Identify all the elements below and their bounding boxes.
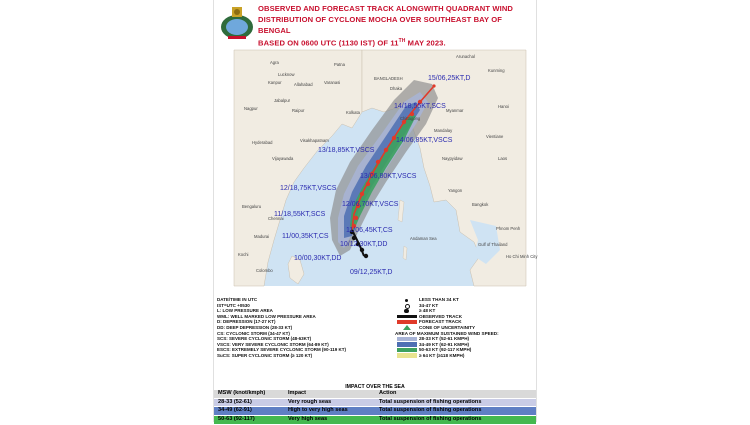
place-label: Hyderabad	[252, 140, 273, 145]
place-label: Raipur	[292, 108, 305, 113]
track-point	[384, 148, 388, 152]
place-label: Allahabad	[294, 82, 313, 87]
legend-abbreviation: L: LOW PRESSURE AREA	[217, 308, 273, 314]
legend-entry-label: FORECAST TRACK	[419, 319, 462, 325]
impact-cell: Total suspension of fishing operations	[379, 398, 482, 405]
track-point	[364, 254, 368, 258]
legend-abbreviation: SuCS: SUPER CYCLONIC STORM (≥ 120 KT)	[217, 352, 313, 358]
place-label: Agra	[270, 60, 279, 65]
forecast-bulletin	[213, 0, 537, 422]
impact-table-title: IMPACT OVER THE SEA	[345, 384, 405, 390]
place-label: Nagpur	[244, 106, 258, 111]
place-label: Bangkok	[472, 202, 489, 207]
impact-row	[214, 407, 536, 416]
place-label: Kochi	[238, 252, 249, 257]
legend-entry-label: AREA OF MAXIMUM SUSTAINED WIND SPEED:	[395, 330, 499, 336]
place-label: Yangon	[448, 188, 463, 193]
place-label: Madurai	[254, 234, 270, 239]
impact-table	[214, 384, 536, 422]
map-legend	[214, 297, 536, 383]
legend-abbreviation: DATE/TIME IN UTC	[217, 297, 258, 302]
place-label: Laos	[498, 156, 508, 161]
place-label: Vijayawada	[272, 156, 294, 161]
impact-header-msw: MSW (knot/kmph)	[218, 390, 266, 396]
track-label: 09/12,25KT,D	[350, 269, 393, 276]
track-label: 13/18,85KT,VSCS	[318, 147, 375, 154]
legend-abbreviations	[217, 297, 395, 359]
place-label: Jabalpur	[274, 98, 291, 103]
track-label: 14/06,85KT,VSCS	[396, 137, 453, 144]
place-label: Bengaluru	[242, 204, 262, 209]
place-label: Kanpur	[268, 80, 282, 85]
place-label: BANGLADESH	[374, 76, 403, 81]
place-label: Hanoi	[498, 104, 509, 109]
place-label: Colombo	[256, 268, 273, 273]
legend-entry-label: OBSERVED TRACK	[419, 313, 463, 319]
impact-cell: 50-63 (92-117)	[218, 416, 255, 423]
imd-emblem-icon	[218, 3, 256, 41]
track-label: 10/12,30KT,DD	[340, 241, 388, 248]
legend-entry-label: 28-33 KT (52-61 KMPH)	[419, 336, 470, 342]
legend-abbreviation: SCS: SEVERE CYCLONIC STORM (48-63KT)	[217, 336, 312, 342]
legend-abbreviation: VSCS: VERY SEVERE CYCLONIC STORM (64-89 KT)	[217, 341, 329, 347]
legend-entry	[395, 353, 535, 359]
legend-abbreviation: CS: CYCLONIC STORM (34-47 KT)	[217, 330, 290, 336]
track-label: 11/18,55KT,SCS	[274, 211, 326, 218]
impact-row	[214, 399, 536, 408]
title-line-2: DISTRIBUTION OF CYCLONE MOCHA OVER SOUTHEAST BAY OF BENGAL	[258, 15, 503, 35]
track-label: 13/06,80KT,VSCS	[360, 173, 417, 180]
impact-rows	[214, 399, 536, 425]
legend-entry-label: CONE OF UNCERTAINITY	[419, 324, 476, 330]
impact-cell: Very high seas	[288, 416, 328, 423]
legend-symbols	[395, 297, 535, 359]
track-point	[354, 216, 358, 220]
place-label: Mandalay	[434, 128, 453, 133]
impact-header-row	[214, 390, 536, 399]
legend-abbreviation: WML: WELL MARKED LOW PRESSURE AREA	[217, 313, 316, 319]
place-label: Kunming	[488, 68, 505, 73]
place-label: Patna	[334, 62, 345, 67]
place-label: Kolkata	[346, 110, 360, 115]
track-point	[360, 248, 364, 252]
place-label: Chennai	[268, 216, 284, 221]
legend-abbreviation: IST=UTC +0530	[217, 302, 250, 308]
track-label: 11/06,45KT,CS	[346, 227, 393, 234]
legend-abbreviation: D: DEPRESSION (17-27 KT)	[217, 319, 276, 325]
sw-64-symbol-icon	[397, 353, 409, 359]
track-label: 14/18,55KT,SCS	[394, 103, 446, 110]
track-point	[360, 192, 364, 196]
impact-cell: 34-49 (62-91)	[218, 407, 252, 414]
impact-cell: Very rough seas	[288, 398, 332, 405]
track-label: 11/00,35KT,CS	[282, 233, 329, 240]
place-label: Gulf of Thailand	[478, 242, 508, 247]
impact-header-action: Action	[379, 390, 397, 396]
legend-entry-label: LESS THAN 34 KT	[419, 297, 459, 302]
title-line-3: BASED ON 0600 UTC (1130 IST) OF 11TH MAY 2023.	[258, 38, 446, 48]
place-label: Varanasi	[324, 80, 341, 85]
place-label: Ho Chi Minh City	[506, 254, 538, 259]
impact-cell: Total suspension of fishing operations	[379, 416, 482, 423]
bulletin-header	[214, 0, 536, 48]
track-label: 12/06,70KT,VSCS	[342, 201, 399, 208]
track-point	[376, 160, 380, 164]
track-point	[432, 84, 435, 87]
place-label: Vientiane	[486, 134, 504, 139]
legend-entry-label: ≥ 64 KT (≥118 KMPH)	[419, 352, 465, 358]
cyclone-track-map[interactable]	[234, 50, 538, 286]
track-point	[366, 182, 370, 186]
impact-cell: 28-33 (52-61)	[218, 398, 252, 405]
track-point	[352, 236, 356, 240]
legend-entry-label: 50-63 KT (92-117 KMPH)	[419, 347, 472, 353]
bulletin-title	[258, 3, 534, 49]
track-label: 12/18,75KT,VSCS	[280, 185, 337, 192]
track-label: 15/06,25KT,D	[428, 75, 471, 82]
place-label: Chittagong	[400, 116, 421, 121]
impact-cell: Total suspension of fishing operations	[379, 407, 482, 414]
place-label: Visakhapatnam	[300, 138, 329, 143]
impact-row	[214, 416, 536, 425]
place-label: Lucknow	[278, 72, 295, 77]
place-label: Andaman Sea	[410, 236, 437, 241]
impact-header-impact: Impact	[288, 390, 307, 396]
legend-entry-label: 34-49 KT (62-91 KMPH)	[419, 341, 470, 347]
place-label: Phnom Penh	[496, 226, 521, 231]
title-line-1: OBSERVED AND FORECAST TRACK ALONGWITH QUADRANT WIND	[258, 4, 513, 13]
legend-entry-label: ≥ 48 KT	[419, 308, 436, 314]
place-label: Myanmar	[446, 108, 464, 113]
place-label: Dhaka	[390, 86, 403, 91]
impact-cell: High to very high seas	[288, 407, 348, 414]
map-canvas	[234, 50, 538, 286]
legend-entry-label: 34-47 KT	[419, 302, 439, 308]
place-label: Naypyidaw	[442, 156, 463, 161]
legend-abbreviation: DD: DEEP DEPRESSION (28-33 KT)	[217, 324, 293, 330]
track-label: 10/00,30KT,DD	[294, 255, 342, 262]
legend-abbreviation: ESCS: EXTREMELY SEVERE CYCLONIC STORM (90-119 KT)	[217, 347, 346, 353]
place-label: Arunachal	[456, 54, 475, 59]
